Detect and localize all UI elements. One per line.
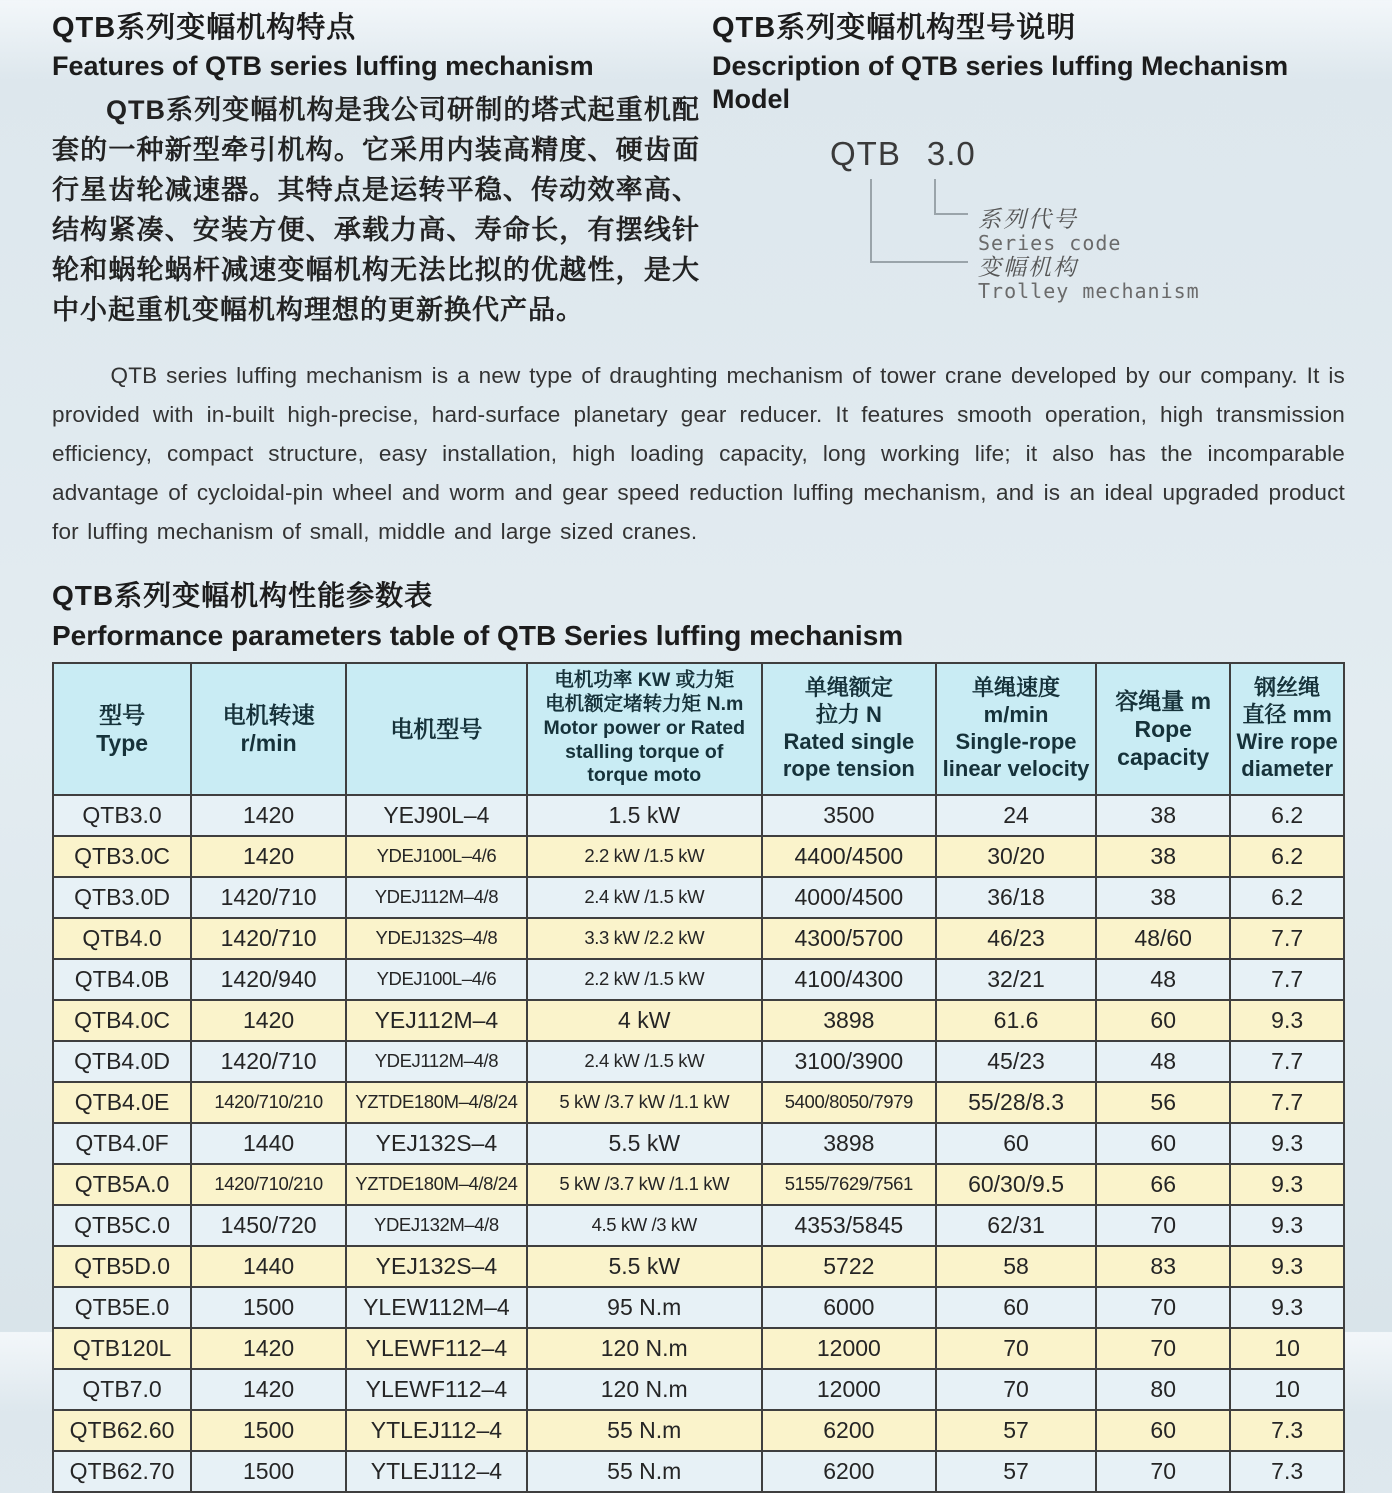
table-cell: YEJ112M–4 <box>346 1000 527 1041</box>
table-row <box>53 1123 1344 1164</box>
table-row <box>53 1410 1344 1451</box>
table-cell: 6200 <box>762 1410 936 1451</box>
table-row <box>53 1082 1344 1123</box>
table-cell: 61.6 <box>936 1000 1096 1041</box>
table-cell: 4.5 kW /3 kW <box>527 1205 762 1246</box>
table-cell: YLEWF112–4 <box>346 1369 527 1410</box>
table-cell: 24 <box>936 795 1096 836</box>
table-cell: 66 <box>1096 1164 1230 1205</box>
table-cell: YLEWF112–4 <box>346 1328 527 1369</box>
table-cell: 4400/4500 <box>762 836 936 877</box>
table-cell: 7.7 <box>1230 918 1344 959</box>
table-cell: 9.3 <box>1230 1164 1344 1205</box>
table-cell: 55 N.m <box>527 1451 762 1492</box>
table-cell: 9.3 <box>1230 1123 1344 1164</box>
column-header-3: 电机型号 <box>346 663 527 795</box>
table-cell: 80 <box>1096 1369 1230 1410</box>
table-cell: 4353/5845 <box>762 1205 936 1246</box>
table-cell: 2.2 kW /1.5 kW <box>527 836 762 877</box>
table-cell: 62/31 <box>936 1205 1096 1246</box>
column-header-8: 钢丝绳 直径 mm Wire rope diameter <box>1230 663 1344 795</box>
table-cell: YDEJ100L–4/6 <box>346 959 527 1000</box>
series-code-label-en: Series code <box>978 231 1122 256</box>
table-cell: QTB4.0C <box>53 1000 191 1041</box>
table-row <box>53 1000 1344 1041</box>
intro-paragraph-en: QTB series luffing mechanism is a new type of draughting mechanism of tower crane developed by our company. It is provided with in-built high-precise, hard-surface planetary gear reducer. It features smooth operation, high transmission efficiency, compact structure, easy installation, high loading capacity, long working life; it also has the incomparable advantage of cycloidal-pin wheel and worm and gear speed reduction luffing mechanism, and is an ideal upgraded product for luffing mechanism of small, middle and large sized cranes. <box>52 363 1345 544</box>
table-cell: YDEJ132S–4/8 <box>346 918 527 959</box>
table-cell: 5 kW /3.7 kW /1.1 kW <box>527 1164 762 1205</box>
table-cell: 57 <box>936 1451 1096 1492</box>
table-cell: 7.7 <box>1230 1082 1344 1123</box>
table-cell: 9.3 <box>1230 1246 1344 1287</box>
table-cell: YDEJ100L–4/6 <box>346 836 527 877</box>
table-cell: 9.3 <box>1230 1205 1344 1246</box>
table-cell: 70 <box>936 1369 1096 1410</box>
features-section <box>52 10 700 331</box>
table-cell: YTLEJ112–4 <box>346 1451 527 1492</box>
table-cell: 5400/8050/7979 <box>762 1082 936 1123</box>
table-cell: 32/21 <box>936 959 1096 1000</box>
table-cell: 9.3 <box>1230 1000 1344 1041</box>
table-cell: YZTDE180M–4/8/24 <box>346 1082 527 1123</box>
table-cell: 5722 <box>762 1246 936 1287</box>
table-cell: 12000 <box>762 1369 936 1410</box>
table-cell: 5.5 kW <box>527 1246 762 1287</box>
table-cell: QTB5C.0 <box>53 1205 191 1246</box>
table-cell: 1450/720 <box>191 1205 346 1246</box>
table-cell: 1420/940 <box>191 959 346 1000</box>
table-cell: 95 N.m <box>527 1287 762 1328</box>
table-cell: QTB5D.0 <box>53 1246 191 1287</box>
table-cell: QTB4.0 <box>53 918 191 959</box>
table-cell: 1500 <box>191 1287 346 1328</box>
table-cell: 1440 <box>191 1123 346 1164</box>
column-header-7: 容绳量 m Rope capacity <box>1096 663 1230 795</box>
table-cell: 1420 <box>191 1000 346 1041</box>
table-row <box>53 795 1344 836</box>
table-cell: QTB3.0D <box>53 877 191 918</box>
table-cell: 48 <box>1096 959 1230 1000</box>
table-cell: QTB3.0 <box>53 795 191 836</box>
table-cell: YLEW112M–4 <box>346 1287 527 1328</box>
table-cell: 38 <box>1096 836 1230 877</box>
features-body-zh: QTB系列变幅机构是我公司研制的塔式起重机配套的一种新型牵引机构。它采用内装高精度、硬齿面行星齿轮减速器。其特点是运转平稳、传动效率高、结构紧凑、安装方便、承载力高、寿命长，有摆线针轮和蜗轮蜗杆减速变幅机构无法比拟的优越性，是大中小起重机变幅机构理想的更新换代产品。 <box>52 95 700 326</box>
trolley-mechanism-label-zh: 变幅机构 <box>978 255 1078 282</box>
model-description-section <box>700 10 1345 317</box>
table-cell: YZTDE180M–4/8/24 <box>346 1164 527 1205</box>
top-section <box>52 10 1345 331</box>
table-cell: 2.2 kW /1.5 kW <box>527 959 762 1000</box>
table-cell: 12000 <box>762 1328 936 1369</box>
table-cell: 36/18 <box>936 877 1096 918</box>
table-cell: 6.2 <box>1230 795 1344 836</box>
table-cell: 2.4 kW /1.5 kW <box>527 877 762 918</box>
table-cell: 3100/3900 <box>762 1041 936 1082</box>
table-cell: 60 <box>1096 1410 1230 1451</box>
table-cell: YDEJ132M–4/8 <box>346 1205 527 1246</box>
table-cell: 7.7 <box>1230 959 1344 1000</box>
table-cell: YEJ90L–4 <box>346 795 527 836</box>
table-row <box>53 1369 1344 1410</box>
table-cell: 1440 <box>191 1246 346 1287</box>
table-cell: 60 <box>1096 1000 1230 1041</box>
table-cell: 6200 <box>762 1451 936 1492</box>
performance-parameters-table <box>52 662 1345 1493</box>
model-series-number: 3.0 <box>926 135 976 173</box>
table-row <box>53 1041 1344 1082</box>
table-cell: 9.3 <box>1230 1287 1344 1328</box>
table-cell: 70 <box>1096 1451 1230 1492</box>
table-cell: 60/30/9.5 <box>936 1164 1096 1205</box>
table-cell: QTB4.0F <box>53 1123 191 1164</box>
table-cell: QTB62.70 <box>53 1451 191 1492</box>
table-cell: 1420/710/210 <box>191 1082 346 1123</box>
model-title-zh: QTB系列变幅机构型号说明 <box>712 12 1077 44</box>
table-cell: QTB3.0C <box>53 836 191 877</box>
model-title-en: Description of QTB series luffing Mechanism Model <box>712 50 1289 115</box>
table-cell: 70 <box>1096 1287 1230 1328</box>
model-prefix: QTB <box>830 135 901 173</box>
table-cell: QTB4.0E <box>53 1082 191 1123</box>
table-cell: QTB5A.0 <box>53 1164 191 1205</box>
trolley-mechanism-label-en: Trolley mechanism <box>978 279 1200 304</box>
table-cell: 7.3 <box>1230 1451 1344 1492</box>
trolley-branch-line <box>870 179 968 263</box>
table-cell: 5 kW /3.7 kW /1.1 kW <box>527 1082 762 1123</box>
model-code <box>830 135 976 173</box>
column-header-5: 单绳额定 拉力 N Rated single rope tension <box>762 663 936 795</box>
column-header-4: 电机功率 KW 或力矩 电机额定堵转力矩 N.m Motor power or Rated stalling torque of torque moto <box>527 663 762 795</box>
table-cell: 1420/710 <box>191 1041 346 1082</box>
table-cell: 4 kW <box>527 1000 762 1041</box>
table-cell: 120 N.m <box>527 1328 762 1369</box>
model-number-diagram <box>712 135 1345 317</box>
table-row <box>53 959 1344 1000</box>
table-cell: QTB4.0B <box>53 959 191 1000</box>
table-cell: 6.2 <box>1230 877 1344 918</box>
table-cell: 56 <box>1096 1082 1230 1123</box>
table-cell: 7.3 <box>1230 1410 1344 1451</box>
table-header <box>53 663 1344 795</box>
table-cell: 3.3 kW /2.2 kW <box>527 918 762 959</box>
table-cell: 70 <box>936 1328 1096 1369</box>
table-cell: YDEJ112M–4/8 <box>346 877 527 918</box>
table-cell: YTLEJ112–4 <box>346 1410 527 1451</box>
table-cell: 55/28/8.3 <box>936 1082 1096 1123</box>
column-header-1: 型号 Type <box>53 663 191 795</box>
table-cell: 10 <box>1230 1369 1344 1410</box>
table-body <box>53 795 1344 1492</box>
table-cell: 60 <box>1096 1123 1230 1164</box>
table-title-zh: QTB系列变幅机构性能参数表 <box>52 579 434 611</box>
table-cell: 1420 <box>191 836 346 877</box>
column-header-6: 单绳速度 m/min Single-rope linear velocity <box>936 663 1096 795</box>
table-cell: QTB62.60 <box>53 1410 191 1451</box>
table-cell: 4100/4300 <box>762 959 936 1000</box>
table-cell: 6000 <box>762 1287 936 1328</box>
table-cell: 60 <box>936 1287 1096 1328</box>
table-cell: 70 <box>1096 1205 1230 1246</box>
series-code-label-zh: 系列代号 <box>978 207 1078 234</box>
table-cell: 1420/710 <box>191 918 346 959</box>
table-cell: 1500 <box>191 1451 346 1492</box>
table-cell: 70 <box>1096 1328 1230 1369</box>
features-title-zh: QTB系列变幅机构特点 <box>52 12 357 44</box>
table-cell: 3898 <box>762 1000 936 1041</box>
table-cell: 7.7 <box>1230 1041 1344 1082</box>
table-row <box>53 836 1344 877</box>
table-row <box>53 1451 1344 1492</box>
table-cell: 58 <box>936 1246 1096 1287</box>
table-cell: 4300/5700 <box>762 918 936 959</box>
table-header-row <box>53 663 1344 795</box>
table-cell: YDEJ112M–4/8 <box>346 1041 527 1082</box>
table-cell: 38 <box>1096 877 1230 918</box>
table-cell: 5.5 kW <box>527 1123 762 1164</box>
table-cell: 1420 <box>191 795 346 836</box>
table-row <box>53 1246 1344 1287</box>
table-row <box>53 1328 1344 1369</box>
table-row <box>53 1287 1344 1328</box>
table-cell: 48 <box>1096 1041 1230 1082</box>
table-cell: QTB5E.0 <box>53 1287 191 1328</box>
table-cell: 4000/4500 <box>762 877 936 918</box>
table-cell: 48/60 <box>1096 918 1230 959</box>
features-title-en: Features of QTB series luffing mechanism <box>52 50 594 81</box>
table-cell: 3500 <box>762 795 936 836</box>
table-cell: 1420 <box>191 1328 346 1369</box>
table-cell: YEJ132S–4 <box>346 1123 527 1164</box>
table-cell: 3898 <box>762 1123 936 1164</box>
table-cell: 5155/7629/7561 <box>762 1164 936 1205</box>
table-cell: 60 <box>936 1123 1096 1164</box>
table-cell: 10 <box>1230 1328 1344 1369</box>
table-cell: 55 N.m <box>527 1410 762 1451</box>
table-cell: 30/20 <box>936 836 1096 877</box>
column-header-2: 电机转速 r/min <box>191 663 346 795</box>
table-cell: 83 <box>1096 1246 1230 1287</box>
table-row <box>53 918 1344 959</box>
table-cell: QTB120L <box>53 1328 191 1369</box>
table-row <box>53 877 1344 918</box>
table-cell: 45/23 <box>936 1041 1096 1082</box>
table-cell: YEJ132S–4 <box>346 1246 527 1287</box>
table-row <box>53 1205 1344 1246</box>
table-cell: QTB4.0D <box>53 1041 191 1082</box>
table-cell: 38 <box>1096 795 1230 836</box>
table-cell: 120 N.m <box>527 1369 762 1410</box>
table-cell: 2.4 kW /1.5 kW <box>527 1041 762 1082</box>
table-row <box>53 1164 1344 1205</box>
table-cell: QTB7.0 <box>53 1369 191 1410</box>
table-cell: 1420 <box>191 1369 346 1410</box>
table-cell: 1420/710 <box>191 877 346 918</box>
table-cell: 57 <box>936 1410 1096 1451</box>
table-cell: 1500 <box>191 1410 346 1451</box>
table-cell: 1.5 kW <box>527 795 762 836</box>
table-cell: 1420/710/210 <box>191 1164 346 1205</box>
table-cell: 46/23 <box>936 918 1096 959</box>
table-cell: 6.2 <box>1230 836 1344 877</box>
table-title-en: Performance parameters table of QTB Series luffing mechanism <box>52 619 904 651</box>
